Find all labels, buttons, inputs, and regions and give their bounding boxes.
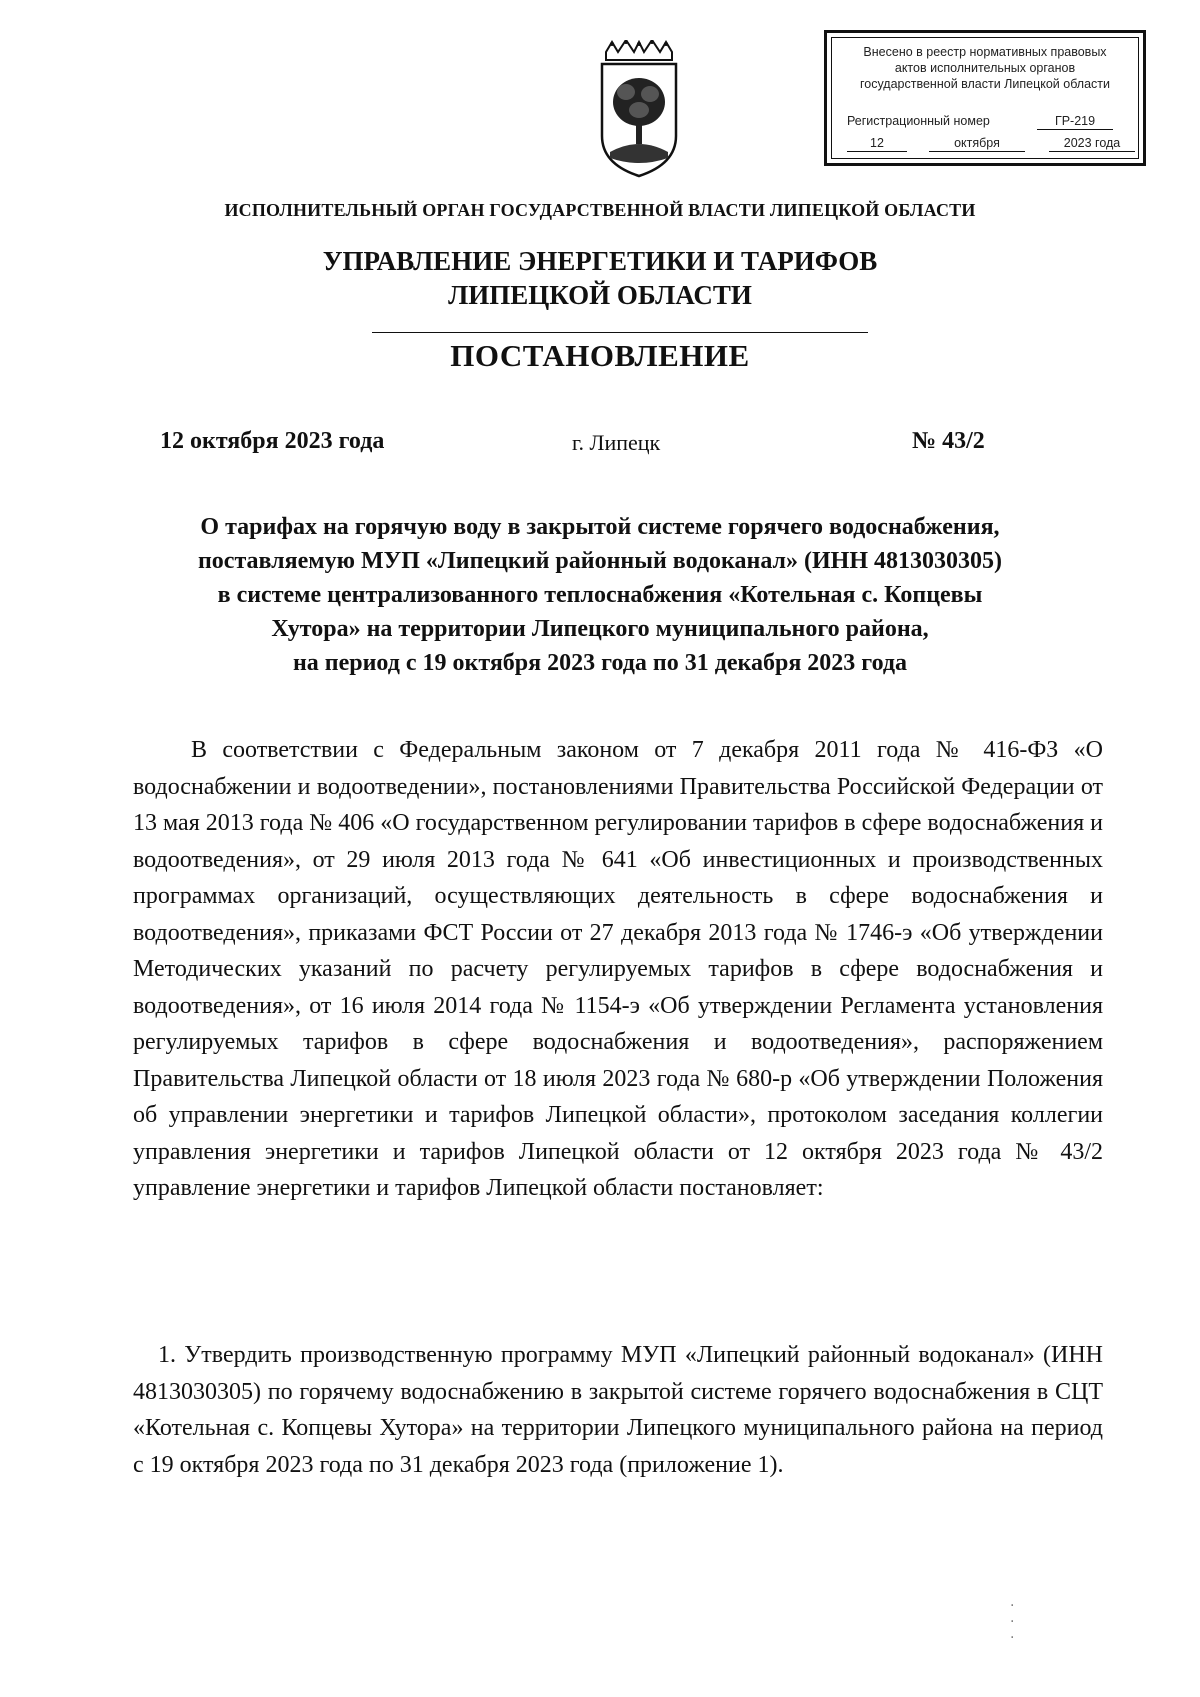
document-number: № 43/2 [912, 428, 985, 454]
title-line-3: в системе централизованного теплоснабжения «Котельная с. Копцевы [217, 582, 983, 608]
document-date: 12 октября 2023 года [160, 428, 385, 454]
stamp-line-2: актов исполнительных органов [894, 61, 1076, 75]
department-name-line-2: ЛИПЕЦКОЙ ОБЛАСТИ [448, 280, 752, 310]
title-line-4: Хутора» на территории Липецкого муниципального района, [271, 616, 929, 642]
document-city: г. Липецк [572, 430, 661, 455]
header-divider [372, 332, 868, 333]
stamp-date-day: 12 [847, 135, 907, 152]
department-name-line-1: УПРАВЛЕНИЕ ЭНЕРГЕТИКИ И ТАРИФОВ [322, 246, 878, 276]
document-title [0, 510, 1200, 680]
title-line-5: на период с 19 октября 2023 года по 31 декабря 2023 года [292, 650, 908, 676]
title-line-1: О тарифах на горячую воду в закрытой системе горячего водоснабжения, [200, 514, 1000, 540]
department-name [0, 244, 1200, 312]
stamp-registration-label: Регистрационный номер [847, 114, 990, 128]
stamp-date-row [847, 135, 1137, 152]
registry-stamp [824, 30, 1146, 166]
stamp-registration-row [847, 113, 1127, 130]
stamp-date-year: 2023 года [1049, 135, 1135, 152]
scan-artifact-dots: · · · [1010, 1598, 1015, 1646]
preamble-paragraph: В соответствии с Федеральным законом от 7 декабря 2011 года № 416-ФЗ «О водоснабжении и водоотведении», постановлениями Правительства Российской Федерации от 13 мая 2013 года № 406 «О государственном регулировании тарифов в сфере водоснабжения и водоотведения», от 29 июля 2013 года № 641 «Об инвестиционных и производственных программах организаций, осуществляющих деятельность в сфере водоснабжения и водоотведения», приказами ФСТ России от 27 декабря 2013 года № 1746-э «Об утверждении Методических указаний по расчету регулируемых тарифов в сфере водоснабжения и водоотведения», от 16 июля 2014 года № 1154-э «Об утверждении Регламента установления регулируемых тарифов в сфере водоснабжения и водоотведения», распоряжением Правительства Липецкой области от 18 июля 2023 года № 680-р «Об утверждении Положения об управлении энергетики и тарифов Липецкой области», протоколом заседания коллегии управления энергетики и тарифов Липецкой области от 12 октября 2023 года № 43/2 управление энергетики и тарифов Липецкой области постановляет: [133, 737, 1103, 1201]
document-type: ПОСТАНОВЛЕНИЕ [450, 338, 750, 373]
stamp-line-1: Внесено в реестр нормативных правовых [863, 45, 1107, 59]
coat-of-arms-icon [596, 40, 682, 180]
clause-1-paragraph: 1. Утвердить производственную программу МУП «Липецкий районный водоканал» (ИНН 4813030305) по горячему водоснабжению в закрытой системе горячего водоснабжения в СЦТ «Котельная с. Копцевы Хутора» на территории Липецкого муниципального района на период с 19 октября 2023 года по 31 декабря 2023 года (приложение 1). [133, 1342, 1103, 1478]
issuing-organization: ИСПОЛНИТЕЛЬНЫЙ ОРГАН ГОСУДАРСТВЕННОЙ ВЛАСТИ ЛИПЕЦКОЙ ОБЛАСТИ [224, 200, 976, 220]
stamp-line-3: государственной власти Липецкой области [859, 77, 1111, 91]
stamp-registration-number: ГР-219 [1037, 113, 1113, 130]
title-line-2: поставляемую МУП «Липецкий районный водоканал» (ИНН 4813030305) [197, 548, 1003, 574]
stamp-date-month: октября [929, 135, 1025, 152]
